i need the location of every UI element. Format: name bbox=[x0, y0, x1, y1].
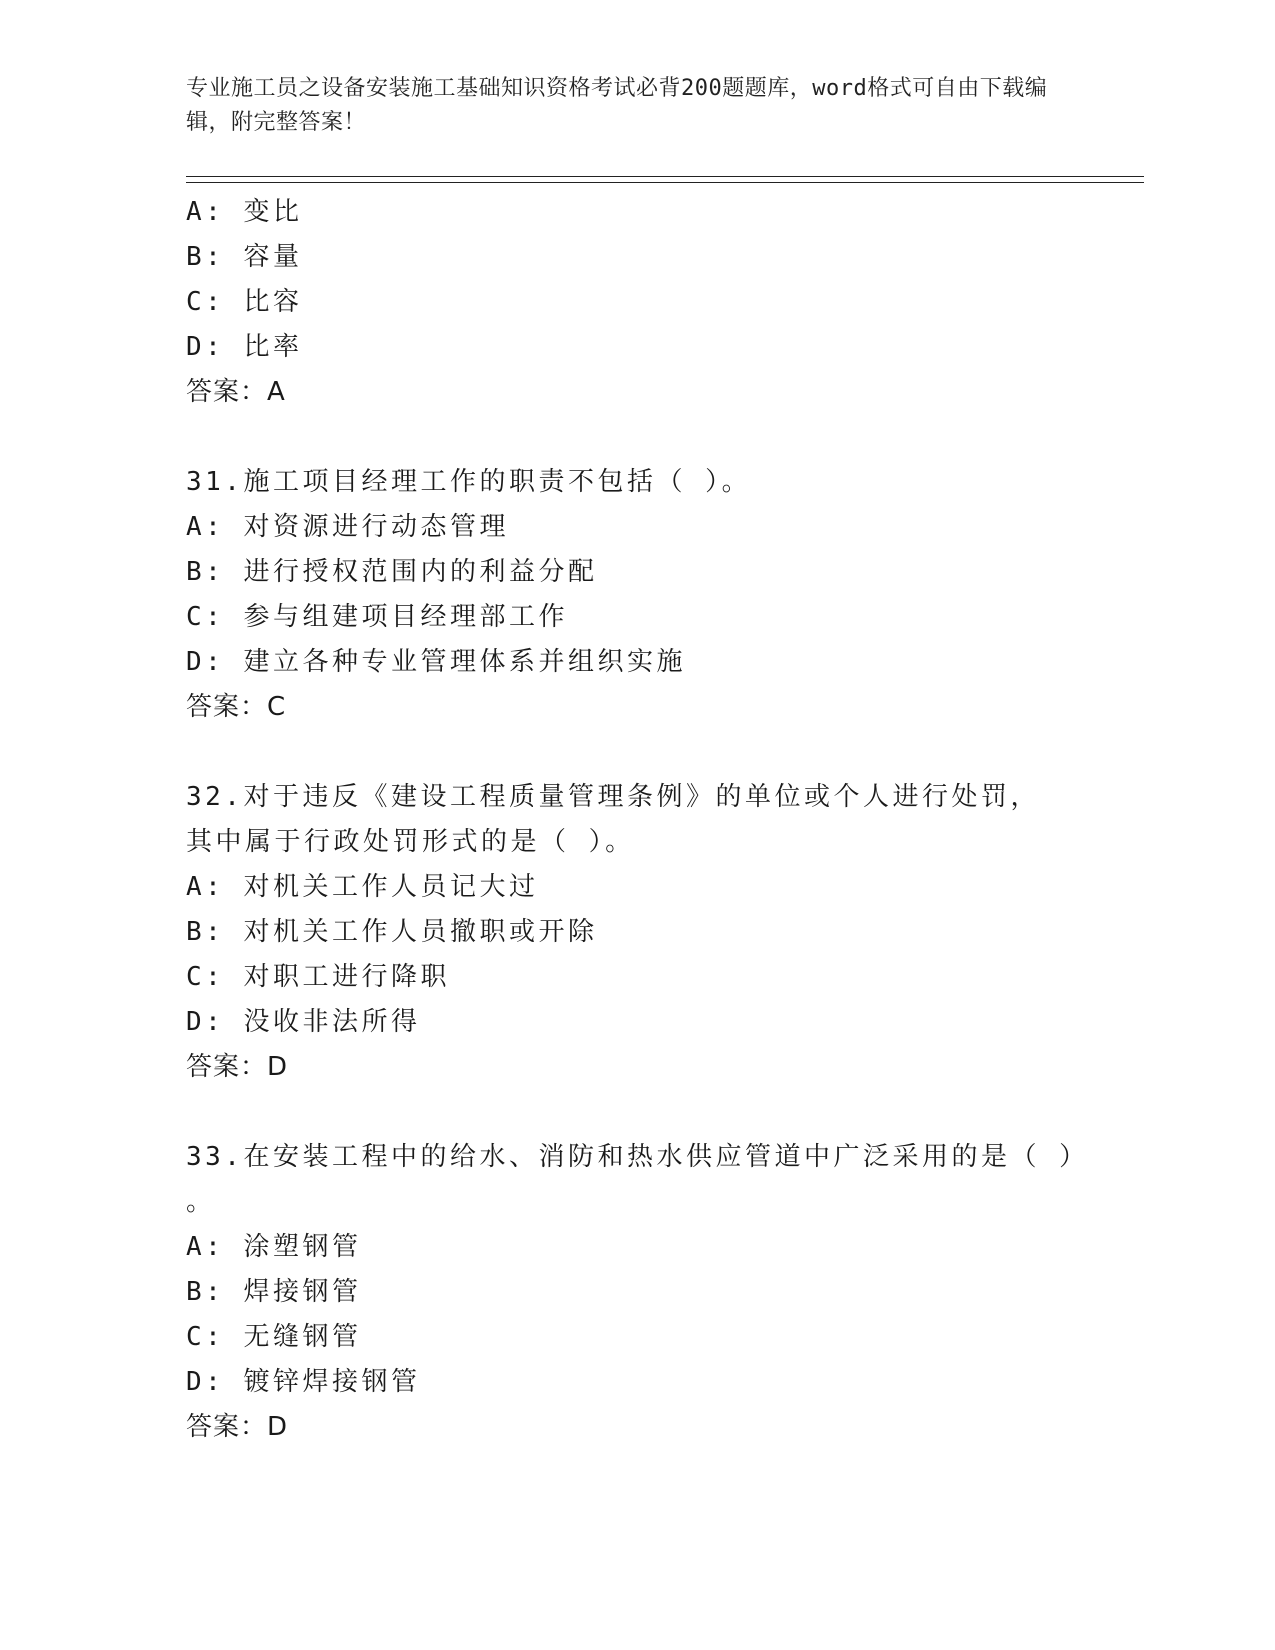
document-header: 专业施工员之设备安装施工基础知识资格考试必背200题题库，word格式可自由下载编辑，附完整答案！ bbox=[186, 76, 1048, 135]
option-b: B: 进行授权范围内的利益分配 bbox=[186, 557, 598, 587]
option-a: A: 涂塑钢管 bbox=[186, 1232, 362, 1262]
option-c: C: 对职工进行降职 bbox=[186, 962, 450, 992]
answer-line: 答案：D bbox=[186, 1052, 289, 1082]
option-a: A: 对机关工作人员记大过 bbox=[186, 872, 539, 902]
question-content bbox=[186, 190, 1146, 1450]
question-31 bbox=[186, 460, 1146, 730]
question-stem: 33.在安装工程中的给水、消防和热水供应管道中广泛采用的是（ ） bbox=[186, 1142, 1089, 1172]
option-b: B: 对机关工作人员撤职或开除 bbox=[186, 917, 598, 947]
option-c: C: 无缝钢管 bbox=[186, 1322, 362, 1352]
option-b: B: 焊接钢管 bbox=[186, 1277, 362, 1307]
answer-line: 答案：D bbox=[186, 1412, 289, 1442]
option-a: A: 对资源进行动态管理 bbox=[186, 512, 509, 542]
option-b: B: 容量 bbox=[186, 242, 303, 272]
question-32 bbox=[186, 775, 1146, 1090]
answer-line: 答案：A bbox=[186, 377, 286, 407]
option-c: C: 参与组建项目经理部工作 bbox=[186, 602, 568, 632]
question-stem-tail: 。 bbox=[186, 1187, 216, 1217]
answer-line: 答案：C bbox=[186, 692, 287, 722]
option-d: D: 没收非法所得 bbox=[186, 1007, 421, 1037]
spacer bbox=[186, 1090, 1146, 1135]
question-stem: 32.对于违反《建设工程质量管理条例》的单位或个人进行处罚，其中属于行政处罚形式的是（ ）。 bbox=[186, 782, 1040, 857]
option-a: A: 变比 bbox=[186, 197, 303, 227]
spacer bbox=[186, 415, 1146, 460]
question-33 bbox=[186, 1135, 1146, 1450]
question-stem: 31.施工项目经理工作的职责不包括（ ）。 bbox=[186, 467, 752, 497]
option-d: D: 建立各种专业管理体系并组织实施 bbox=[186, 647, 686, 677]
option-c: C: 比容 bbox=[186, 287, 303, 317]
prev-question-block bbox=[186, 190, 1146, 415]
option-d: D: 镀锌焊接钢管 bbox=[186, 1367, 421, 1397]
header-divider bbox=[186, 176, 1144, 183]
spacer bbox=[186, 730, 1146, 775]
option-d: D: 比率 bbox=[186, 332, 303, 362]
